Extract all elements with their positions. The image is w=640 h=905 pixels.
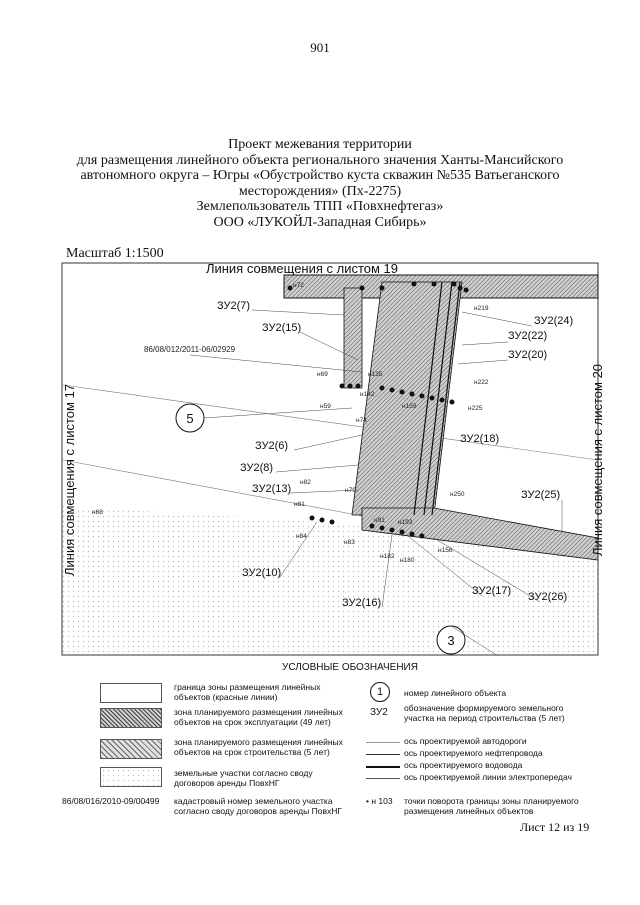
cadastral-label: 86/08/012/2011-06/02929 bbox=[144, 345, 236, 354]
point-label: н142 bbox=[360, 391, 375, 398]
point-label: н84 bbox=[296, 533, 307, 540]
legend-point-symbol: • н 103 bbox=[366, 796, 393, 806]
legend-zu-symbol: ЗУ2 bbox=[370, 707, 388, 718]
parcel-label: ЗУ2(16) bbox=[342, 597, 382, 609]
legend-object-symbol: 1 bbox=[370, 682, 390, 702]
sheet-number: Лист 12 из 19 bbox=[520, 820, 590, 834]
point-label: н81 bbox=[294, 501, 305, 508]
legend-swatch-boundary bbox=[100, 683, 162, 703]
legend-text-construction-zone: зона планируемого размещения линейных объектов на срок строительства (5 лет) bbox=[174, 737, 343, 757]
point-label: н182 bbox=[380, 553, 395, 560]
corridor-left-vertical bbox=[344, 288, 362, 388]
legend-text-boundary: границa зоны размещения линейных объектов (красные линии) bbox=[174, 682, 321, 702]
point-label: н219 bbox=[474, 305, 489, 312]
parcel-label: ЗУ2(7) bbox=[217, 300, 251, 312]
map-canvas bbox=[62, 260, 605, 660]
point-label: н83 bbox=[344, 539, 355, 546]
legend-line-road bbox=[366, 742, 400, 743]
point-label: н79 bbox=[345, 487, 356, 494]
title-line-1: Проект межевания территории bbox=[228, 137, 412, 152]
title-line-6: ООО «ЛУКОЙЛ-Западная Сибирь» bbox=[213, 214, 427, 230]
title-line-3: автономного округа – Югры «Обустройство куста скважин №535 Ватьеганского bbox=[80, 168, 560, 183]
legend-title: УСЛОВНЫЕ ОБОЗНАЧЕНИЯ bbox=[282, 662, 418, 673]
legend-swatch-lease-plots bbox=[100, 767, 162, 787]
object-number-label: 5 bbox=[186, 411, 194, 426]
parcel-label: ЗУ2(24) bbox=[534, 315, 574, 327]
point-label: н156 bbox=[438, 547, 453, 554]
legend-axis-road: ось проектируемой автодороги bbox=[404, 736, 527, 746]
point-label: н250 bbox=[450, 491, 465, 498]
title-line-4: месторождения» (Пх-2275) bbox=[238, 183, 402, 199]
title-line-2: для размещения линейного объекта регионального значения Ханты-Мансийского bbox=[76, 152, 564, 168]
legend-text-operation-zone: зона планируемого размещения линейных объектов на срок эксплуатации (49 лет) bbox=[174, 707, 343, 727]
parcel-label: ЗУ2(6) bbox=[255, 440, 289, 452]
point-label: н68 bbox=[92, 509, 103, 516]
legend-cadastral-example: 86/08/016/2010-09/00499 bbox=[62, 796, 160, 806]
point-label: н225 bbox=[468, 405, 483, 412]
title-block bbox=[60, 137, 580, 230]
legend-text-lease-plots: земельные участки согласно своду договоров аренды ПовхНГ bbox=[174, 768, 313, 788]
scale-label: Масштаб 1:1500 bbox=[66, 246, 164, 261]
point-label: н159 bbox=[402, 403, 417, 410]
parcel-label: ЗУ2(10) bbox=[242, 567, 282, 579]
point-label: н135 bbox=[368, 371, 383, 378]
legend-swatch-operation-zone bbox=[100, 708, 162, 728]
point-label: н82 bbox=[300, 479, 311, 486]
point-label: н193 bbox=[398, 519, 413, 526]
parcel-label: ЗУ2(26) bbox=[528, 591, 568, 603]
point-label: н69 bbox=[317, 371, 328, 378]
legend-cadastral-text: кадастровый номер земельного участка согласно своду договоров аренды ПовхНГ bbox=[174, 796, 342, 816]
right-junction-label: Линия совмещения с листом 20 bbox=[590, 363, 605, 557]
point-label: н91 bbox=[374, 517, 385, 524]
page-number: 901 bbox=[310, 40, 330, 55]
parcel-label: ЗУ2(18) bbox=[460, 433, 500, 445]
legend-axis-water: ось проектируемого водовода bbox=[404, 760, 523, 770]
parcel-label: ЗУ2(25) bbox=[521, 489, 561, 501]
parcel-label: ЗУ2(22) bbox=[508, 330, 548, 342]
legend-object-text: номер линейного объекта bbox=[404, 688, 507, 698]
legend-line-water bbox=[366, 766, 400, 768]
left-junction-label: Линия совмещения с листом 17 bbox=[62, 383, 77, 577]
legend-axis-oil: ось проектируемого нефтепровода bbox=[404, 748, 543, 758]
title-line-5: Землепользователь ТПП «Повхнефтегаз» bbox=[196, 199, 444, 214]
legend-zu-text: обозначение формируемого земельного участка на период строительства (5 лет) bbox=[404, 703, 565, 723]
point-label: н72 bbox=[293, 282, 304, 289]
legend-point-text: точки поворота границы зоны планируемого размещения линейных объектов bbox=[404, 796, 579, 816]
point-label: н59 bbox=[320, 403, 331, 410]
legend-swatch-construction-zone bbox=[100, 739, 162, 759]
parcel-label: ЗУ2(20) bbox=[508, 349, 548, 361]
top-junction-label: Линия совмещения с листом 19 bbox=[205, 261, 399, 276]
parcel-label: ЗУ2(8) bbox=[240, 462, 274, 474]
parcel-label: ЗУ2(15) bbox=[262, 322, 302, 334]
point-label: н74 bbox=[356, 417, 367, 424]
legend-line-power bbox=[366, 778, 400, 779]
parcel-label: ЗУ2(13) bbox=[252, 483, 292, 495]
parcel-label: ЗУ2(17) bbox=[472, 585, 512, 597]
legend-line-oil bbox=[366, 754, 400, 755]
legend-axis-power: ось проектируемой линии электропередач bbox=[404, 772, 572, 782]
point-label: н222 bbox=[474, 379, 489, 386]
object-number-label: 3 bbox=[447, 633, 455, 648]
point-label: н180 bbox=[400, 557, 415, 564]
